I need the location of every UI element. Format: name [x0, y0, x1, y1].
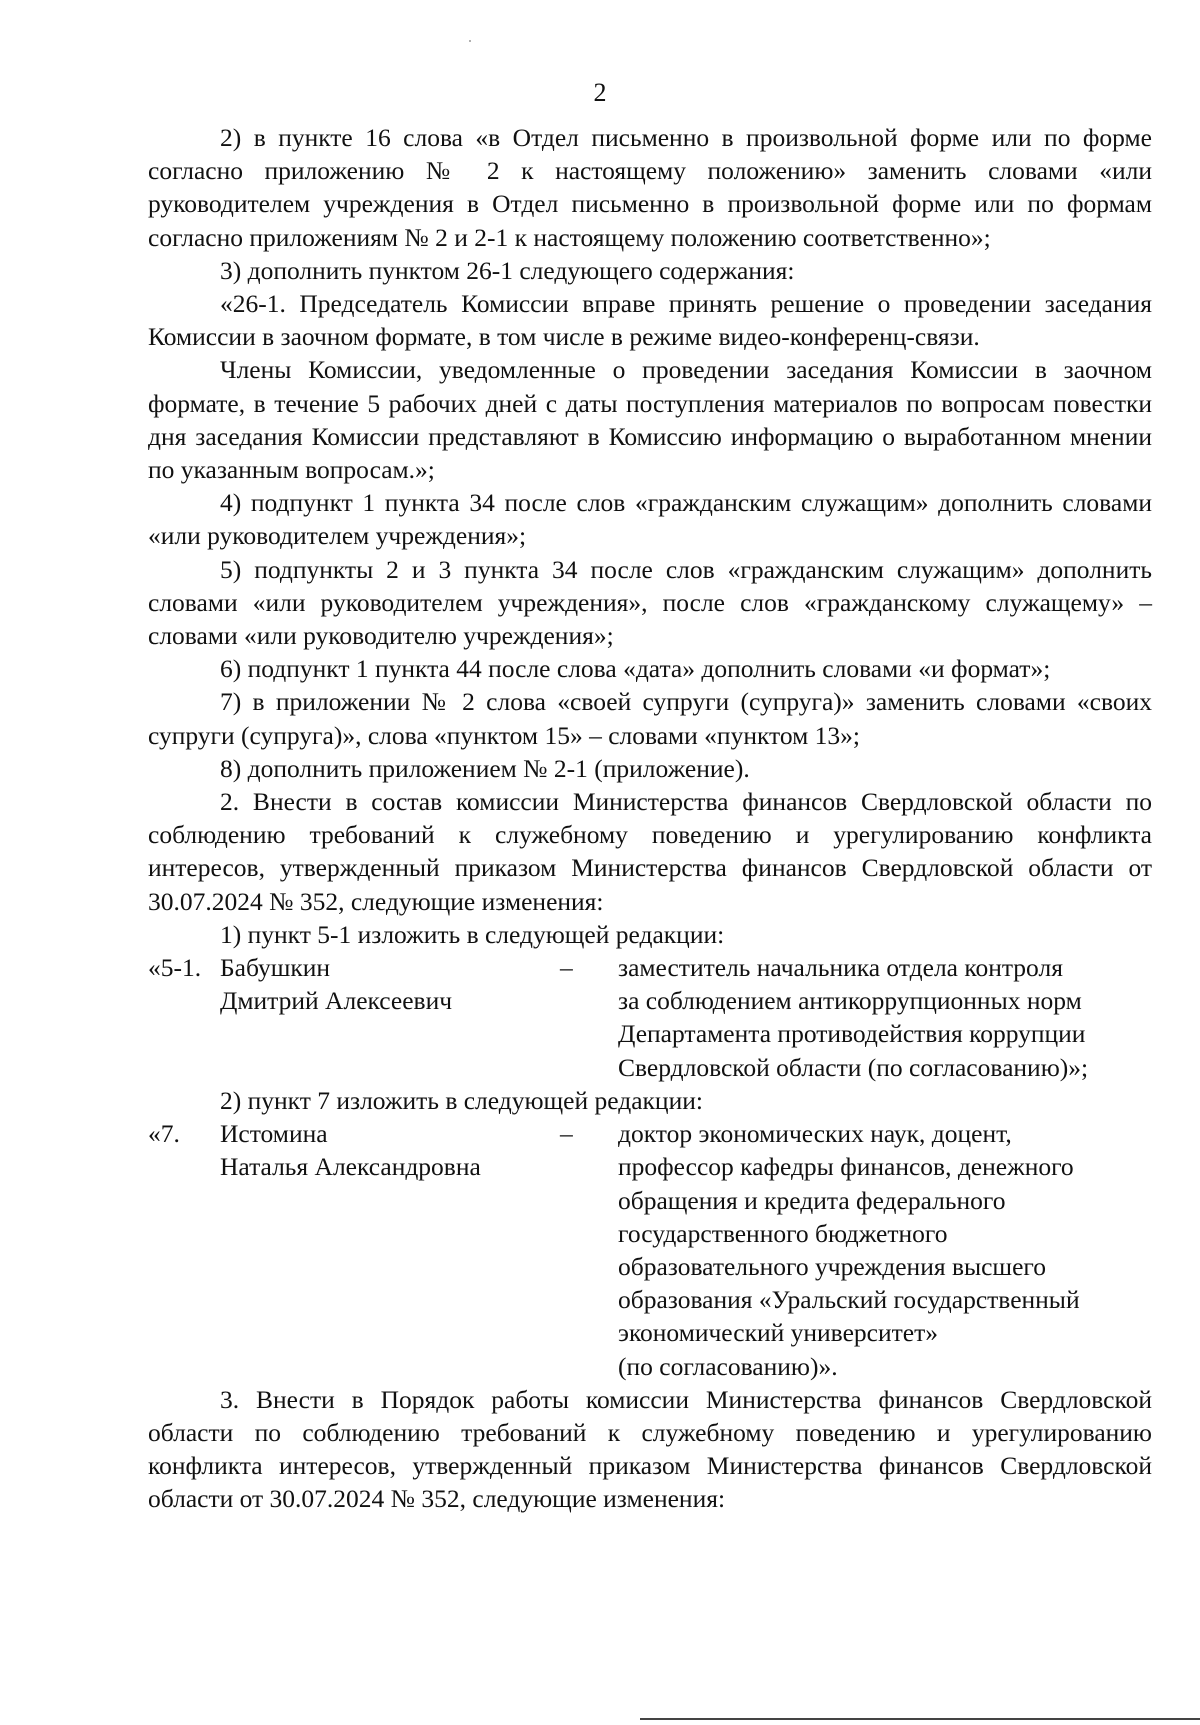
- scan-edge-line: [640, 1718, 1200, 1720]
- member-surname: Истомина: [220, 1119, 328, 1149]
- document-body: [148, 121, 1152, 1516]
- member-position-line: Департамента противодействия коррупции: [618, 1019, 1086, 1049]
- paragraph-item-2: 2) в пункте 16 слова «в Отдел письменно в произвольной форме или по форме согласно приложению № 2 к настоящему положению» заменить словами «или руководителем учреждения в Отдел письменно в произвольной форме или по формам согласно приложениям № 2 и 2-1 к настоящему положению соответственно»;: [148, 123, 1152, 252]
- member-entry-5-1: [148, 951, 1152, 1084]
- member-given-names: Наталья Александровна: [220, 1152, 481, 1182]
- member-position-line: Свердловской области (по согласованию)»;: [618, 1052, 1089, 1082]
- scan-speck: [469, 40, 471, 42]
- member-dash: –: [560, 953, 573, 983]
- page-number: 2: [593, 78, 607, 107]
- member-position-line: доктор экономических наук, доцент,: [618, 1119, 1012, 1149]
- member-position-line: государственного бюджетного: [618, 1218, 948, 1248]
- member-surname: Бабушкин: [220, 953, 331, 983]
- member-name: [220, 951, 560, 1084]
- member-number: «5-1.: [148, 953, 202, 983]
- member-position-line: образования «Уральский государственный: [618, 1285, 1080, 1315]
- member-position-line: обращения и кредита федерального: [618, 1185, 1006, 1215]
- paragraph-item-6: 6) подпункт 1 пункта 44 после слова «дата» дополнить словами «и формат»;: [220, 654, 1051, 684]
- paragraph-item-8: 8) дополнить приложением № 2-1 (приложение).: [220, 753, 750, 783]
- paragraph-item-5: 5) подпункты 2 и 3 пункта 34 после слов «гражданским служащим» дополнить словами «или руководителем учреждения», после слов «гражданскому служащему» – словами «или руководителю учреждения»;: [148, 554, 1152, 651]
- member-position-line: образовательного учреждения высшего: [618, 1251, 1046, 1281]
- member-dash: –: [560, 1119, 573, 1149]
- member-position: [618, 951, 1152, 1084]
- member-position-line: (по согласованию)».: [618, 1351, 838, 1381]
- member-position-line: экономический университет»: [618, 1318, 938, 1348]
- paragraph-item-7: 7) в приложении № 2 слова «своей супруги (супруга)» заменить словами «своих супруги (супруга)», слова «пунктом 15» – словами «пунктом 13»;: [148, 687, 1152, 750]
- paragraph-item-3: 3) дополнить пунктом 26-1 следующего содержания:: [220, 255, 795, 285]
- member-position-line: за соблюдением антикоррупционных норм: [618, 986, 1082, 1016]
- paragraph-26-1: «26-1. Председатель Комиссии вправе принять решение о проведении заседания Комиссии в заочном формате, в том числе в режиме видео-конференц-связи.: [148, 289, 1152, 352]
- paragraph-section-2-item-1: 1) пункт 5-1 изложить в следующей редакции:: [220, 919, 725, 949]
- member-number: «7.: [148, 1119, 180, 1149]
- member-given-names: Дмитрий Алексеевич: [220, 986, 453, 1016]
- member-position-line: заместитель начальника отдела контроля: [618, 953, 1063, 983]
- member-entry-7: [148, 1117, 1152, 1383]
- paragraph-members-info: Члены Комиссии, уведомленные о проведении заседания Комиссии в заочном формате, в течение 5 рабочих дней с даты поступления материалов по вопросам повестки дня заседания Комиссии представляют в Комиссию информацию о выработанном мнении по указанным вопросам.»;: [148, 355, 1152, 485]
- paragraph-section-2: 2. Внести в состав комиссии Министерства финансов Свердловской области по соблюдению требований к служебному поведению и урегулированию конфликта интересов, утвержденный приказом Министерства финансов Свердловской области от 30.07.2024 № 352, следующие изменения:: [148, 787, 1152, 916]
- paragraph-section-3: 3. Внести в Порядок работы комиссии Министерства финансов Свердловской области по соблюдению требований к служебному поведению и урегулированию конфликта интересов, утвержденный приказом Министерства финансов Свердловской области от 30.07.2024 № 352, следующие изменения:: [148, 1384, 1152, 1514]
- member-name: [220, 1117, 560, 1383]
- paragraph-section-2-item-2: 2) пункт 7 изложить в следующей редакции:: [220, 1085, 703, 1115]
- member-position-line: профессор кафедры финансов, денежного: [618, 1152, 1074, 1182]
- paragraph-item-4: 4) подпункт 1 пункта 34 после слов «гражданским служащим» дополнить словами «или руководителем учреждения»;: [148, 488, 1152, 551]
- member-position: [618, 1117, 1152, 1383]
